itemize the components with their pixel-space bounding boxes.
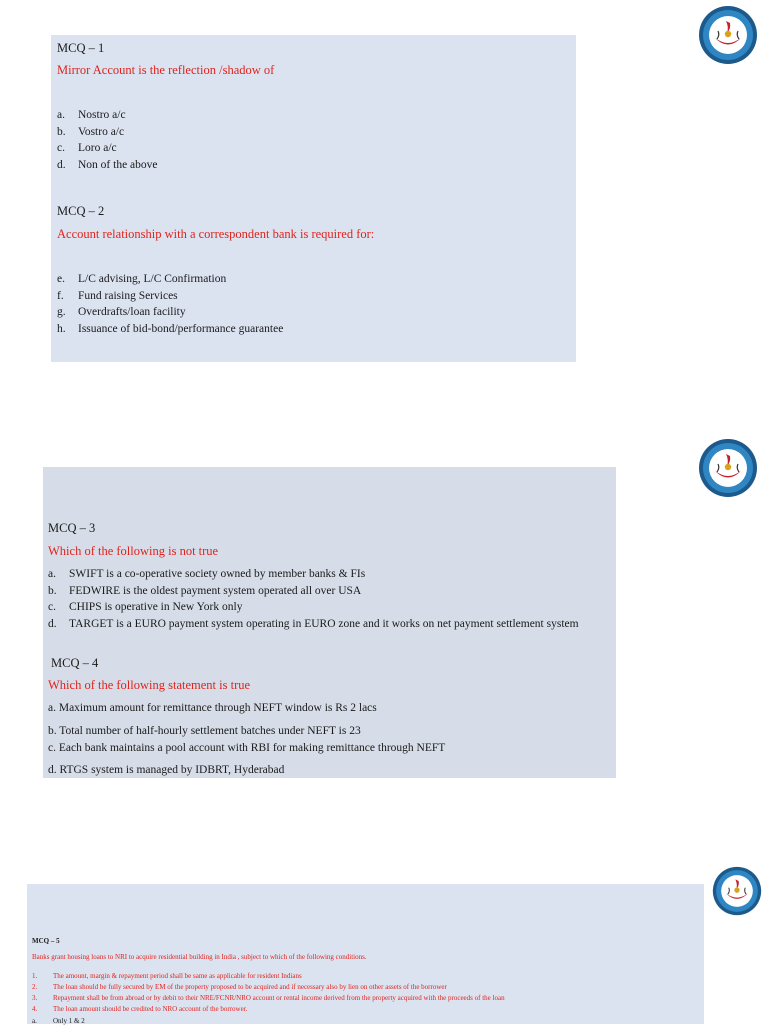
mcq3-option-d: d. TARGET is a EURO payment system operating in EURO zone and it works on net payment settlement system <box>48 618 579 630</box>
mcq3-option-b: b. FEDWIRE is the oldest payment system operated all over USA <box>48 585 362 597</box>
mcq1-option-d: d. Non of the above <box>57 159 158 171</box>
mcq2-option-e: e. L/C advising, L/C Confirmation <box>57 273 227 285</box>
mcq5-condition-4: 4. The loan amount should be credited to NRO account of the borrower. <box>32 1005 248 1013</box>
institute-emblem-icon <box>698 5 758 65</box>
mcq2-question: Account relationship with a correspondent bank is required for: <box>57 227 375 241</box>
mcq5-heading: MCQ – 5 <box>32 937 60 945</box>
mcq4-question: Which of the following statement is true <box>48 678 251 692</box>
mcq2-heading: MCQ – 2 <box>57 204 105 218</box>
mcq4-heading: MCQ – 4 <box>51 656 99 670</box>
mcq5-question: Banks grant housing loans to NRI to acquire residential building in India , subject to which of the following conditions. <box>32 953 367 961</box>
institute-emblem-icon <box>698 438 758 498</box>
mcq3-question: Which of the following is not true <box>48 544 219 558</box>
mcq1-option-c: c. Loro a/c <box>57 142 117 154</box>
mcq4-option-b: b. Total number of half-hourly settlement batches under NEFT is 23 <box>48 725 361 737</box>
mcq4-option-a: a. Maximum amount for remittance through NEFT window is Rs 2 lacs <box>48 702 377 714</box>
mcq3-option-a: a. SWIFT is a co-operative society owned by member banks & FIs <box>48 568 366 580</box>
mcq3-heading: MCQ – 3 <box>48 521 96 535</box>
mcq-card-3-4 <box>43 467 616 778</box>
mcq1-question: Mirror Account is the reflection /shadow of <box>57 63 275 77</box>
mcq1-option-a: a. Nostro a/c <box>57 109 126 121</box>
mcq3-option-c: c. CHIPS is operative in New York only <box>48 601 243 613</box>
mcq1-option-b: b. Vostro a/c <box>57 126 125 138</box>
mcq5-condition-1: 1. The amount, margin & repayment period shall be same as applicable for resident Indians <box>32 972 302 980</box>
mcq5-option-a: a. Only 1 & 2 <box>32 1017 85 1025</box>
mcq2-option-g: g. Overdrafts/loan facility <box>57 306 186 318</box>
mcq4-option-d: d. RTGS system is managed by IDBRT, Hyderabad <box>48 764 285 776</box>
mcq1-heading: MCQ – 1 <box>57 41 105 55</box>
mcq2-option-h: h. Issuance of bid-bond/performance guarantee <box>57 323 284 335</box>
mcq2-option-f: f. Fund raising Services <box>57 290 178 302</box>
mcq4-option-c: c. Each bank maintains a pool account with RBI for making remittance through NEFT <box>48 742 446 754</box>
mcq5-condition-3: 3. Repayment shall be from abroad or by debit to their NRE/FCNR/NRO account or rental income derived from the property acquired with the proceeds of the loan <box>32 994 505 1002</box>
institute-emblem-icon <box>712 866 762 916</box>
mcq-card-5 <box>27 884 704 1024</box>
mcq5-condition-2: 2. The loan should be fully secured by EM of the property proposed to be acquired and if necessary also by lien on other assets of the borrower <box>32 983 447 991</box>
mcq-card-1-2 <box>51 35 576 362</box>
